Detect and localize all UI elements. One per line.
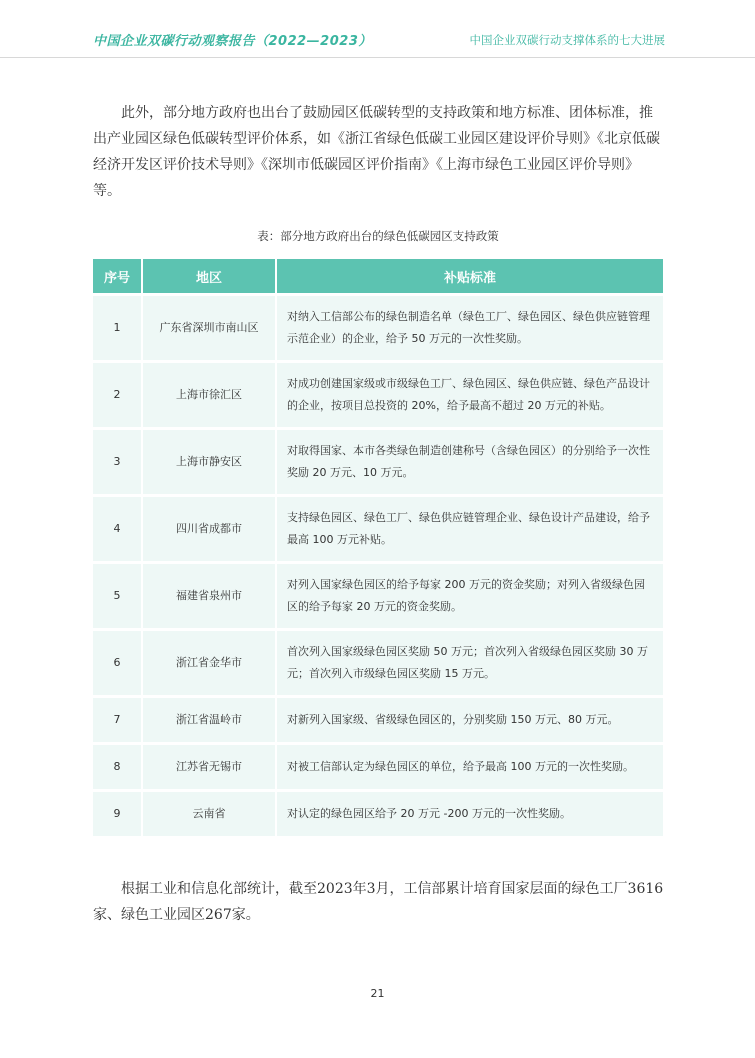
cell-standard: 对纳入工信部公布的绿色制造名单（绿色工厂、绿色园区、绿色供应链管理示范企业）的企业，给予 50 万元的一次性奖励。 bbox=[277, 296, 663, 360]
table-row bbox=[93, 430, 663, 494]
cell-standard: 首次列入国家级绿色园区奖励 50 万元；首次列入省级绿色园区奖励 30 万元；首次列入市级绿色园区奖励 15 万元。 bbox=[277, 631, 663, 695]
table-row bbox=[93, 497, 663, 561]
closing-paragraph: 根据工业和信息化部统计，截至2023年3月，工信部累计培育国家层面的绿色工厂3616家、绿色工业园区267家。 bbox=[93, 881, 664, 923]
cell-no: 9 bbox=[93, 792, 143, 836]
table-row bbox=[93, 363, 663, 427]
table-row bbox=[93, 698, 663, 742]
intro-paragraph: 此外，部分地方政府也出台了鼓励园区低碳转型的支持政策和地方标准、团体标准，推出产业园区绿色低碳转型评价体系，如《浙江省绿色低碳工业园区建设评价导则》《北京低碳经济开发区评价技术导则》《深圳市低碳园区评价指南》《上海市绿色工业园区评价导则》等。 bbox=[93, 105, 660, 199]
table-row bbox=[93, 631, 663, 695]
table-row bbox=[93, 792, 663, 836]
header-no: 序号 bbox=[93, 259, 143, 293]
cell-region: 上海市静安区 bbox=[143, 430, 277, 494]
cell-no: 1 bbox=[93, 296, 143, 360]
header-region: 地区 bbox=[143, 259, 277, 293]
cell-region: 浙江省温岭市 bbox=[143, 698, 277, 742]
cell-no: 3 bbox=[93, 430, 143, 494]
cell-standard: 对认定的绿色园区给予 20 万元 -200 万元的一次性奖励。 bbox=[277, 792, 663, 836]
cell-region: 浙江省金华市 bbox=[143, 631, 277, 695]
section-title: 中国企业双碳行动支撑体系的七大进展 bbox=[469, 33, 665, 47]
cell-standard: 支持绿色园区、绿色工厂、绿色供应链管理企业、绿色设计产品建设，给予最高 100 万元补贴。 bbox=[277, 497, 663, 561]
page-number: 21 bbox=[370, 987, 385, 1000]
cell-region: 广东省深圳市南山区 bbox=[143, 296, 277, 360]
table-caption: 表：部分地方政府出台的绿色低碳园区支持政策 bbox=[257, 229, 499, 243]
cell-standard: 对取得国家、本市各类绿色制造创建称号（含绿色园区）的分别给予一次性奖励 20 万元、10 万元。 bbox=[277, 430, 663, 494]
cell-region: 江苏省无锡市 bbox=[143, 745, 277, 789]
cell-region: 云南省 bbox=[143, 792, 277, 836]
cell-no: 7 bbox=[93, 698, 143, 742]
cell-no: 8 bbox=[93, 745, 143, 789]
cell-no: 5 bbox=[93, 564, 143, 628]
cell-standard: 对被工信部认定为绿色园区的单位，给予最高 100 万元的一次性奖励。 bbox=[277, 745, 663, 789]
cell-region: 福建省泉州市 bbox=[143, 564, 277, 628]
table-header-row bbox=[93, 259, 663, 293]
cell-region: 上海市徐汇区 bbox=[143, 363, 277, 427]
table-row bbox=[93, 745, 663, 789]
cell-standard: 对列入国家绿色园区的给予每家 200 万元的资金奖励；对列入省级绿色园区的给予每家 20 万元的资金奖励。 bbox=[277, 564, 663, 628]
cell-no: 2 bbox=[93, 363, 143, 427]
page-header bbox=[0, 0, 755, 58]
cell-standard: 对成功创建国家级或市级绿色工厂、绿色园区、绿色供应链、绿色产品设计的企业，按项目总投资的 20%，给予最高不超过 20 万元的补贴。 bbox=[277, 363, 663, 427]
table-row bbox=[93, 296, 663, 360]
policy-table bbox=[93, 256, 663, 839]
table-row bbox=[93, 564, 663, 628]
cell-standard: 对新列入国家级、省级绿色园区的，分别奖励 150 万元、80 万元。 bbox=[277, 698, 663, 742]
report-title: 中国企业双碳行动观察报告（2022—2023） bbox=[93, 34, 372, 49]
cell-region: 四川省成都市 bbox=[143, 497, 277, 561]
cell-no: 6 bbox=[93, 631, 143, 695]
cell-no: 4 bbox=[93, 497, 143, 561]
header-standard: 补贴标准 bbox=[277, 259, 663, 293]
